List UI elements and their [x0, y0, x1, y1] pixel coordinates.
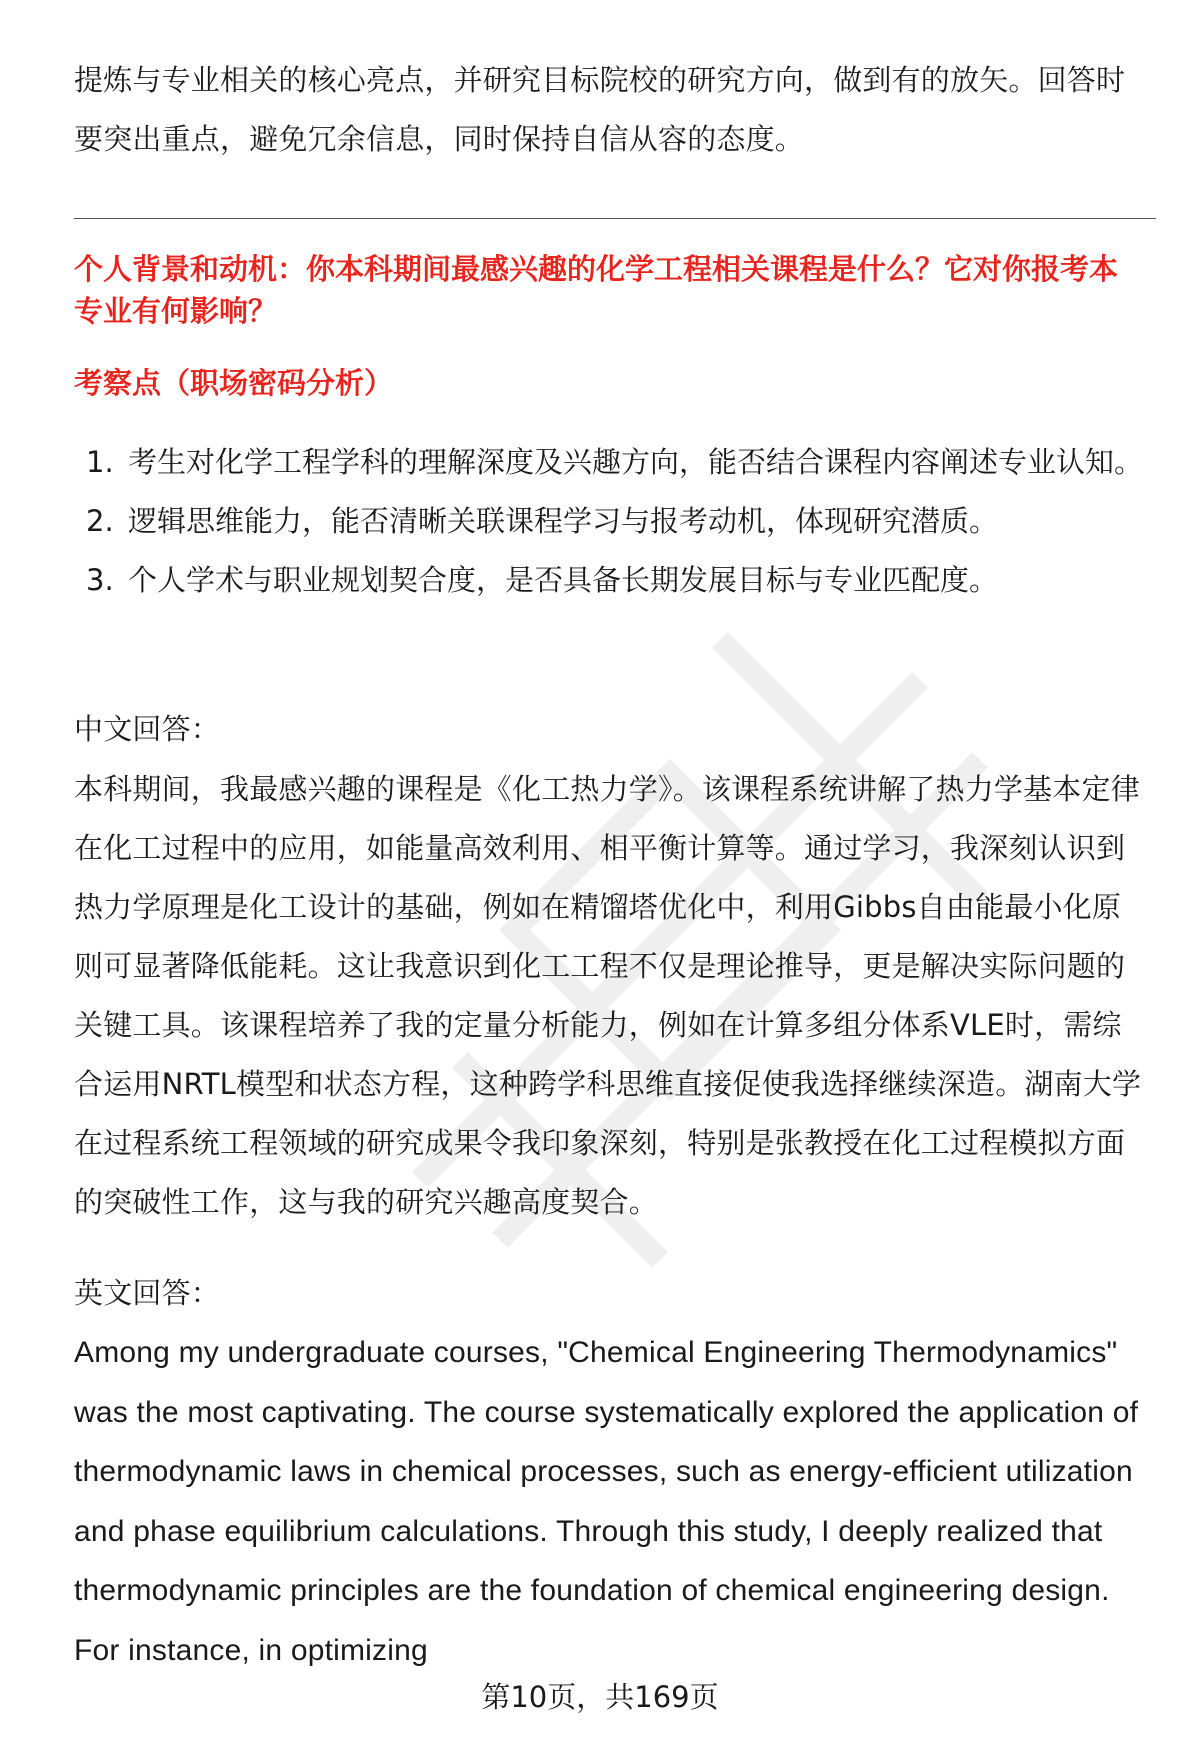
list-item-number: 3.: [86, 563, 114, 597]
list-item-text: 个人学术与职业规划契合度，是否具备长期发展目标与专业匹配度。: [128, 563, 999, 597]
list-item: [74, 433, 1144, 492]
assessment-points-heading: 考察点（职场密码分析）: [74, 366, 394, 400]
chinese-answer-label: 中文回答：: [74, 712, 221, 746]
page-number: 第10页，共169页: [481, 1680, 719, 1714]
english-answer-label: 英文回答：: [74, 1276, 221, 1310]
assessment-points-list: [74, 433, 1144, 610]
intro-paragraph: 提炼与专业相关的核心亮点，并研究目标院校的研究方向，做到有的放矢。回答时要突出重点，避免冗余信息，同时保持自信从容的态度。: [74, 63, 1126, 156]
english-answer-text: Among my undergraduate courses, "Chemical Engineering Thermodynamics" was the most captivating. The course systematically explored the application of thermodynamic laws in chemical processes, such as energy-efficient utilization and phase equilibrium calculations. Through this study, I deeply realized that thermodynamic principles are the foundation of chemical engineering design. For instance, in optimizing: [74, 1336, 1139, 1667]
list-item-text: 考生对化学工程学科的理解深度及兴趣方向，能否结合课程内容阐述专业认知。: [128, 445, 1144, 479]
chinese-answer-text: 本科期间，我最感兴趣的课程是《化工热力学》。该课程系统讲解了热力学基本定律在化工过程中的应用，如能量高效利用、相平衡计算等。通过学习，我深刻认识到热力学原理是化工设计的基础，例如在精馏塔优化中，利用Gibbs自由能最小化原则可显著降低能耗。这让我意识到化工工程不仅是理论推导，更是解决实际问题的关键工具。该课程培养了我的定量分析能力，例如在计算多组分体系VLE时，需综合运用NRTL模型和状态方程，这种跨学科思维直接促使我选择继续深造。湖南大学在过程系统工程领域的研究成果令我印象深刻，特别是张教授在化工过程模拟方面的突破性工作，这与我的研究兴趣高度契合。: [74, 772, 1142, 1219]
section-divider: [74, 218, 1156, 219]
list-item-number: 1.: [86, 445, 114, 479]
list-item-text: 逻辑思维能力，能否清晰关联课程学习与报考动机，体现研究潜质。: [128, 504, 999, 538]
list-item: [74, 551, 1144, 610]
question-title: 个人背景和动机：你本科期间最感兴趣的化学工程相关课程是什么？它对你报考本专业有何影响？: [74, 252, 1119, 328]
list-item: [74, 492, 1144, 551]
list-item-number: 2.: [86, 504, 114, 538]
